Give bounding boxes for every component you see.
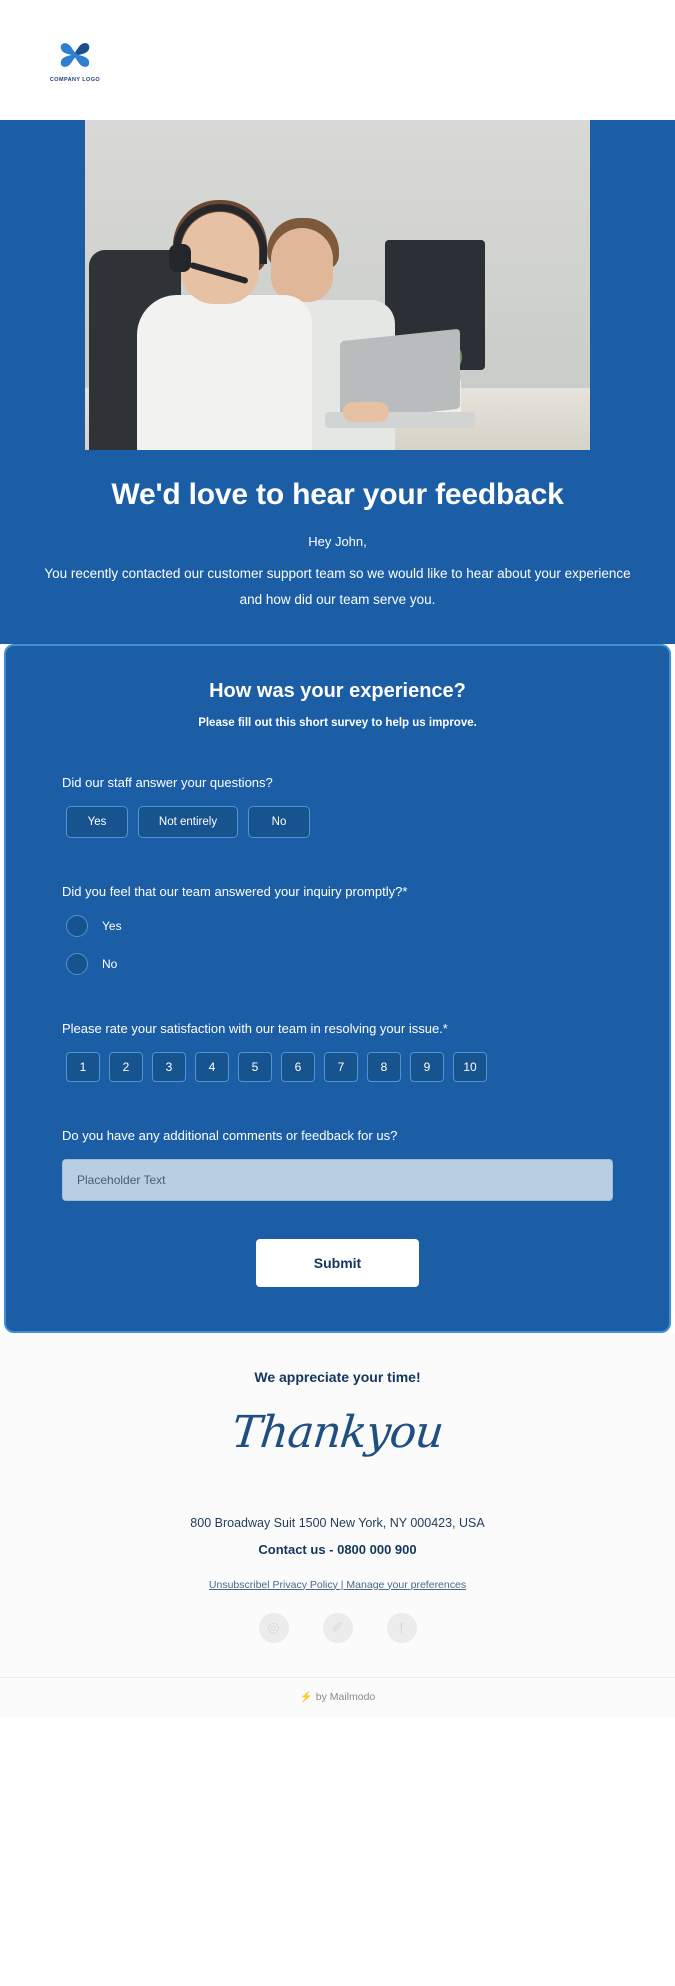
rating-1[interactable]: 1 xyxy=(66,1052,100,1082)
thankyou-signature: Thankyou xyxy=(229,1406,446,1458)
choice-no[interactable]: No xyxy=(248,806,310,838)
logo-mark-icon xyxy=(58,38,92,72)
submit-row xyxy=(62,1239,613,1287)
appreciation-text: We appreciate your time! xyxy=(254,1368,421,1385)
comments-textarea[interactable] xyxy=(62,1159,613,1201)
rating-5[interactable]: 5 xyxy=(238,1052,272,1082)
instagram-icon[interactable]: ◎ xyxy=(259,1613,289,1643)
rating-6[interactable]: 6 xyxy=(281,1052,315,1082)
hero-greeting: Hey John, xyxy=(308,534,367,549)
survey-title: How was your experience? xyxy=(209,679,466,702)
question-prompt-response xyxy=(62,884,613,975)
rating-10[interactable]: 10 xyxy=(453,1052,487,1082)
rating-3[interactable]: 3 xyxy=(152,1052,186,1082)
question-staff-answered xyxy=(62,775,613,838)
company-logo xyxy=(38,38,112,83)
question-label: Please rate your satisfaction with our team in resolving your issue.* xyxy=(62,1020,448,1036)
rating-8[interactable]: 8 xyxy=(367,1052,401,1082)
radio-button-icon[interactable] xyxy=(66,915,88,937)
logo-header xyxy=(0,0,675,120)
choice-row xyxy=(62,806,613,838)
hero-photo-support-agents xyxy=(85,120,590,450)
submit-button[interactable]: Submit xyxy=(256,1239,419,1287)
rating-4[interactable]: 4 xyxy=(195,1052,229,1082)
survey-wrapper xyxy=(0,644,675,1333)
survey-note: Please fill out this short survey to help us improve. xyxy=(198,716,477,729)
hero-section xyxy=(0,120,675,644)
question-label: Did our staff answer your questions? xyxy=(62,774,273,790)
twitter-icon[interactable]: ✐ xyxy=(323,1613,353,1643)
question-additional-comments xyxy=(62,1128,613,1201)
radio-label: Yes xyxy=(102,918,122,933)
contact-number: Contact us - 0800 000 900 xyxy=(258,1541,417,1557)
mailmodo-text: by Mailmodo xyxy=(315,1690,376,1703)
rating-scale xyxy=(62,1052,613,1082)
facebook-icon[interactable]: f xyxy=(387,1613,417,1643)
choice-not-entirely[interactable]: Not entirely xyxy=(138,806,238,838)
hero-heading: We'd love to hear your feedback xyxy=(111,478,564,511)
hero-image-wrapper xyxy=(0,120,675,450)
mailmodo-attribution xyxy=(0,1677,675,1717)
question-label: Do you have any additional comments or feedback for us? xyxy=(62,1127,398,1143)
bolt-icon: ⚡ xyxy=(299,1690,313,1703)
logo-text: COMPANY LOGO xyxy=(49,76,101,83)
rating-7[interactable]: 7 xyxy=(324,1052,358,1082)
comments-placeholder: Placeholder Text xyxy=(77,1172,166,1187)
hero-subtext: You recently contacted our customer support team so we would like to hear about your experience and how did our team serve you. xyxy=(44,566,631,608)
rating-9[interactable]: 9 xyxy=(410,1052,444,1082)
radio-option-yes[interactable] xyxy=(62,915,613,937)
company-address: 800 Broadway Suit 1500 New York, NY 000423, USA xyxy=(190,1515,485,1530)
question-label: Did you feel that our team answered your inquiry promptly?* xyxy=(62,883,408,899)
radio-option-no[interactable] xyxy=(62,953,613,975)
radio-button-icon[interactable] xyxy=(66,953,88,975)
radio-label: No xyxy=(102,956,118,971)
question-satisfaction-rating xyxy=(62,1021,613,1082)
choice-yes[interactable]: Yes xyxy=(66,806,128,838)
footer-section xyxy=(0,1333,675,1717)
rating-2[interactable]: 2 xyxy=(109,1052,143,1082)
survey-card xyxy=(4,644,671,1333)
footer-links[interactable]: Unsubscribel Privacy Policy | Manage your preferences xyxy=(208,1578,467,1591)
social-links xyxy=(0,1613,675,1643)
